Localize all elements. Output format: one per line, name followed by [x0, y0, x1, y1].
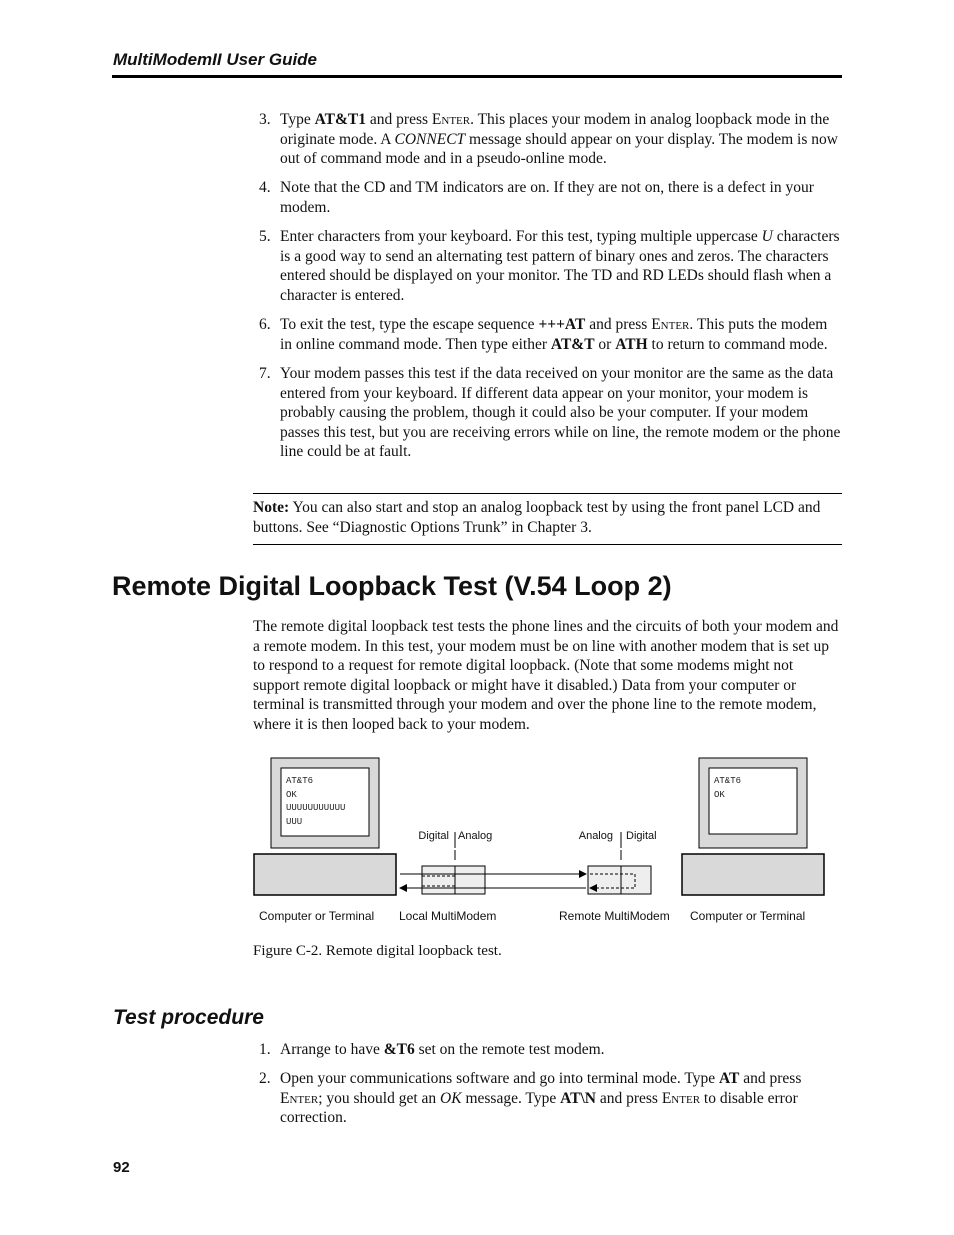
- left-computer: [254, 854, 396, 895]
- section-title: Remote Digital Loopback Test (V.54 Loop 2): [112, 571, 672, 601]
- step-number: 4.: [259, 179, 271, 197]
- label-digital-right: Digital: [626, 830, 657, 842]
- label-computer-left: Computer or Terminal: [259, 909, 375, 923]
- list-item: 5. Enter characters from your keyboard. For this test, typing multiple uppercase U characters is a good way to send an alternating test pattern of binary ones and zeros. The characters entered should be displayed on your monitor. The TD and RD LEDs should flash when a character is entered.: [259, 228, 840, 304]
- local-modem: [422, 866, 485, 894]
- section-paragraph: The remote digital loopback test tests the phone lines and the circuits of both your modem and a remote modem. In this test, your modem must be on line with another modem that is set up to respond to a request for remote digital loopback. (Note that some modems might not support remote digital loopback or might have it disabled.) Data from your computer or terminal is transmitted through your modem and over the phone line to the remote modem, where it is then looped back to your modem.: [253, 618, 839, 733]
- left-screen-line: UUUUUUUUUUU: [286, 803, 346, 813]
- step-number: 6.: [259, 316, 271, 334]
- loopback-diagram: [250, 750, 850, 930]
- step-number: 5.: [259, 228, 271, 246]
- list-item: 7. Your modem passes this test if the data received on your monitor are the same as the data entered from your keyboard. If different data appear on your monitor, your modem is probably causing the problem, though it could also be your computer. If your modem passes this test, but you are receiving errors while on line, the remote modem or the phone line could be at fault.: [259, 364, 841, 461]
- label-remote-modem: Remote MultiModem: [559, 909, 670, 923]
- step-number: 3.: [259, 111, 271, 128]
- right-computer: [682, 854, 824, 895]
- label-computer-right: Computer or Terminal: [690, 909, 806, 923]
- header-rule: [112, 75, 842, 78]
- key-enter: Enter: [431, 111, 471, 128]
- right-screen-line: OK: [714, 790, 725, 800]
- label-analog-right: Analog: [578, 830, 613, 842]
- remote-modem: [588, 866, 651, 894]
- list-item: 4. Note that the CD and TM indicators are on. If they are not on, there is a defect in your modem.: [259, 179, 814, 216]
- steps-list-bottom: [253, 1040, 843, 1138]
- right-screen-line: AT&T6: [714, 776, 742, 786]
- note-label: Note:: [253, 499, 290, 516]
- list-item: 2. Open your communications software and go into terminal mode. Type AT and press Enter; you should get an OK message. Type AT\N and press Enter to disable error correction.: [259, 1070, 802, 1127]
- page-number: 92: [113, 1159, 130, 1176]
- label-digital-left: Digital: [418, 830, 449, 842]
- running-header: MultiModemII User Guide: [113, 50, 318, 69]
- list-item: 6. To exit the test, type the escape sequence +++AT and press Enter. This puts the modem in online command mode. Then type either AT&T or ATH to return to command mode.: [259, 316, 828, 353]
- key-enter: Enter: [280, 1089, 319, 1107]
- subsection-title: Test procedure: [113, 1006, 264, 1029]
- list-item: 3. Type AT&T1 and press Enter. This places your modem in analog loopback mode in the originate mode. A CONNECT message should appear on your display. The modem is now out of command mode and in a pseudo-online mode.: [259, 111, 838, 168]
- list-item: 1. Arrange to have &T6 set on the remote test modem.: [259, 1041, 605, 1058]
- steps-list-top: [253, 110, 843, 471]
- step-number: 2.: [259, 1070, 271, 1088]
- left-screen-line: UUU: [286, 817, 303, 827]
- key-enter: Enter: [661, 1089, 701, 1107]
- note-box: [253, 493, 842, 545]
- label-analog-left: Analog: [458, 830, 493, 842]
- key-enter: Enter: [651, 316, 690, 334]
- figure-caption: Figure C-2. Remote digital loopback test.: [253, 943, 502, 959]
- left-screen-line: AT&T6: [286, 776, 314, 786]
- note-text: You can also start and stop an analog loopback test by using the front panel LCD and buttons. See “Diagnostic Options Trunk” in Chapter 3.: [253, 499, 821, 536]
- step-number: 1.: [259, 1041, 271, 1058]
- step-number: 7.: [259, 364, 271, 382]
- left-screen-line: OK: [286, 790, 297, 800]
- diagram-svg: [250, 750, 850, 930]
- label-local-modem: Local MultiModem: [399, 909, 497, 923]
